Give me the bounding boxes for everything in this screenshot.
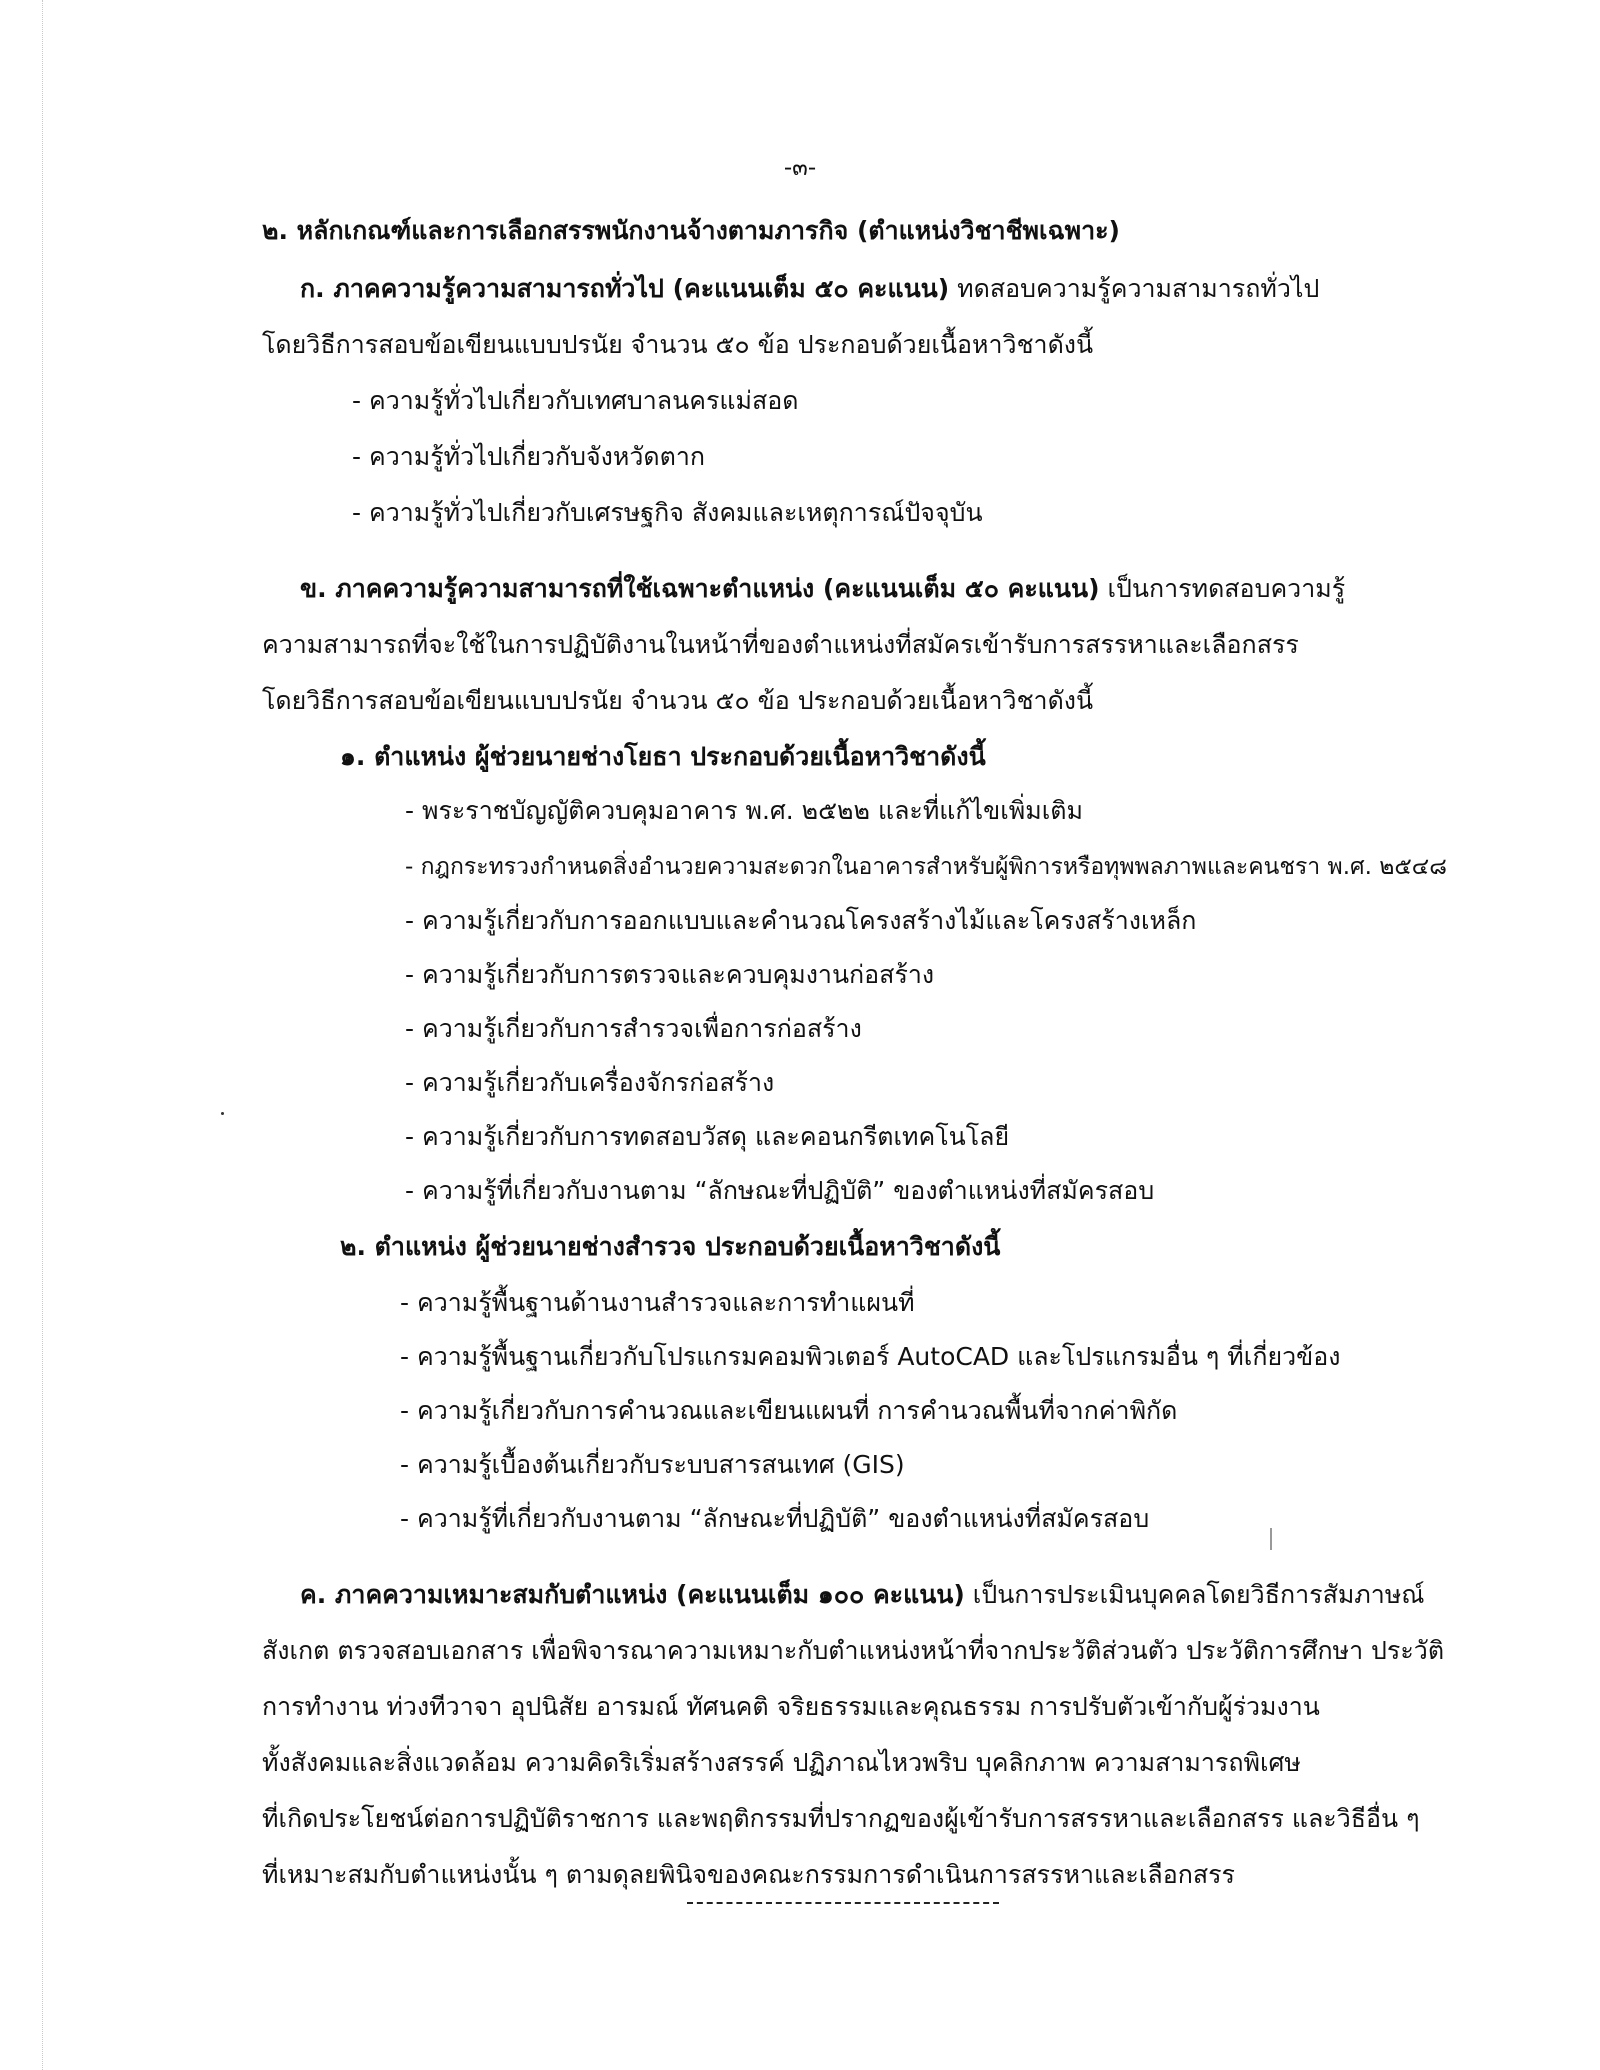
section-c-intro-rest: เป็นการประเมินบุคคลโดยวิธีการสัมภาษณ์ [964,1580,1425,1609]
position-2-item: - ความรู้พื้นฐานเกี่ยวกับโปรแกรมคอมพิวเตอร์ AutoCAD และโปรแกรมอื่น ๆ ที่เกี่ยวข้อง [400,1342,1341,1371]
section-c-line: ที่เกิดประโยชน์ต่อการปฏิบัติราชการ และพฤติกรรมที่ปรากฏของผู้เข้ารับการสรรหาและเลือกสรร และวิธีอื่น ๆ [262,1804,1420,1833]
section-a-title: ก. ภาคความรู้ความสามารถทั่วไป (คะแนนเต็ม ๕๐ คะแนน) [300,274,950,303]
position-2-item: - ความรู้ที่เกี่ยวกับงานตาม “ลักษณะที่ปฏิบัติ” ของตำแหน่งที่สมัครสอบ [400,1504,1150,1533]
position-2-title: ๒. ตำแหน่ง ผู้ช่วยนายช่างสำรวจ ประกอบด้วยเนื้อหาวิชาดังนี้ [340,1232,1001,1261]
section-b-intro-rest: เป็นการทดสอบความรู้ [1099,574,1346,603]
position-2-item: - ความรู้พื้นฐานด้านงานสำรวจและการทำแผนที่ [400,1288,915,1317]
section-a-intro-rest: ทดสอบความรู้ความสามารถทั่วไป [949,274,1320,303]
section-c-line: การทำงาน ท่วงทีวาจา อุปนิสัย อารมณ์ ทัศนคติ จริยธรรมและคุณธรรม การปรับตัวเข้ากับผู้ร่วมงาน [262,1692,1320,1721]
position-1-item: - พระราชบัญญัติควบคุมอาคาร พ.ศ. ๒๕๒๒ และที่แก้ไขเพิ่มเติม [405,796,1083,825]
section-c-title: ค. ภาคความเหมาะสมกับตำแหน่ง (คะแนนเต็ม ๑๐๐ คะแนน) [300,1580,965,1609]
position-1-item: - ความรู้เกี่ยวกับการทดสอบวัสดุ และคอนกรีตเทคโนโลยี [405,1122,1010,1151]
section-b-intro [300,572,1345,606]
position-1-item: - ความรู้ที่เกี่ยวกับงานตาม “ลักษณะที่ปฏิบัติ” ของตำแหน่งที่สมัครสอบ [405,1176,1155,1205]
position-1-item: - ความรู้เกี่ยวกับเครื่องจักรก่อสร้าง [405,1068,775,1097]
section-b-line3: โดยวิธีการสอบข้อเขียนแบบปรนัย จำนวน ๕๐ ข้อ ประกอบด้วยเนื้อหาวิชาดังนี้ [262,686,1094,715]
position-1-item: - ความรู้เกี่ยวกับการตรวจและควบคุมงานก่อสร้าง [405,960,935,989]
section-b-title: ข. ภาคความรู้ความสามารถที่ใช้เฉพาะตำแหน่ง (คะแนนเต็ม ๕๐ คะแนน) [300,574,1100,603]
section-c-intro [300,1578,1425,1612]
end-separator [687,1902,999,1904]
position-2-item: - ความรู้เบื้องต้นเกี่ยวกับระบบสารสนเทศ (GIS) [400,1450,905,1479]
scan-stray-mark [1270,1528,1272,1550]
scan-edge-mark [42,0,43,2070]
section-b-line2: ความสามารถที่จะใช้ในการปฏิบัติงานในหน้าที่ของตำแหน่งที่สมัครเข้ารับการสรรหาและเลือกสรร [262,630,1299,659]
section-a-intro [300,272,1319,306]
position-1-item: - กฎกระทรวงกำหนดสิ่งอำนวยความสะดวกในอาคารสำหรับผู้พิการหรือทุพพลภาพและคนชรา พ.ศ. ๒๕๔๘ [405,854,1447,880]
position-1-item: - ความรู้เกี่ยวกับการออกแบบและคำนวณโครงสร้างไม้และโครงสร้างเหล็ก [405,906,1197,935]
section-a-item: - ความรู้ทั่วไปเกี่ยวกับเทศบาลนครแม่สอด [352,386,799,415]
scan-speck [221,1112,224,1115]
section-a-item: - ความรู้ทั่วไปเกี่ยวกับเศรษฐกิจ สังคมและเหตุการณ์ปัจจุบัน [352,498,983,527]
page-number: -๓- [783,155,817,181]
position-2-item: - ความรู้เกี่ยวกับการคำนวณและเขียนแผนที่ การคำนวณพื้นที่จากค่าพิกัด [400,1396,1178,1425]
section-c-line: สังเกต ตรวจสอบเอกสาร เพื่อพิจารณาความเหมาะกับตำแหน่งหน้าที่จากประวัติส่วนตัว ประวัติการศึกษา ประวัติ [262,1636,1445,1665]
section-a-item: - ความรู้ทั่วไปเกี่ยวกับจังหวัดตาก [352,442,706,471]
section-a-line2: โดยวิธีการสอบข้อเขียนแบบปรนัย จำนวน ๕๐ ข้อ ประกอบด้วยเนื้อหาวิชาดังนี้ [262,330,1094,359]
section-c-line: ที่เหมาะสมกับตำแหน่งนั้น ๆ ตามดุลยพินิจของคณะกรรมการดำเนินการสรรหาและเลือกสรร [262,1860,1235,1889]
position-1-title: ๑. ตำแหน่ง ผู้ช่วยนายช่างโยธา ประกอบด้วยเนื้อหาวิชาดังนี้ [340,742,986,771]
section-heading: ๒. หลักเกณฑ์และการเลือกสรรพนักงานจ้างตามภารกิจ (ตำแหน่งวิชาชีพเฉพาะ) [262,216,1120,245]
section-c-line: ทั้งสังคมและสิ่งแวดล้อม ความคิดริเริ่มสร้างสรรค์ ปฏิภาณไหวพริบ บุคลิกภาพ ความสามารถพิเศษ [262,1748,1301,1777]
position-1-item: - ความรู้เกี่ยวกับการสำรวจเพื่อการก่อสร้าง [405,1014,862,1043]
